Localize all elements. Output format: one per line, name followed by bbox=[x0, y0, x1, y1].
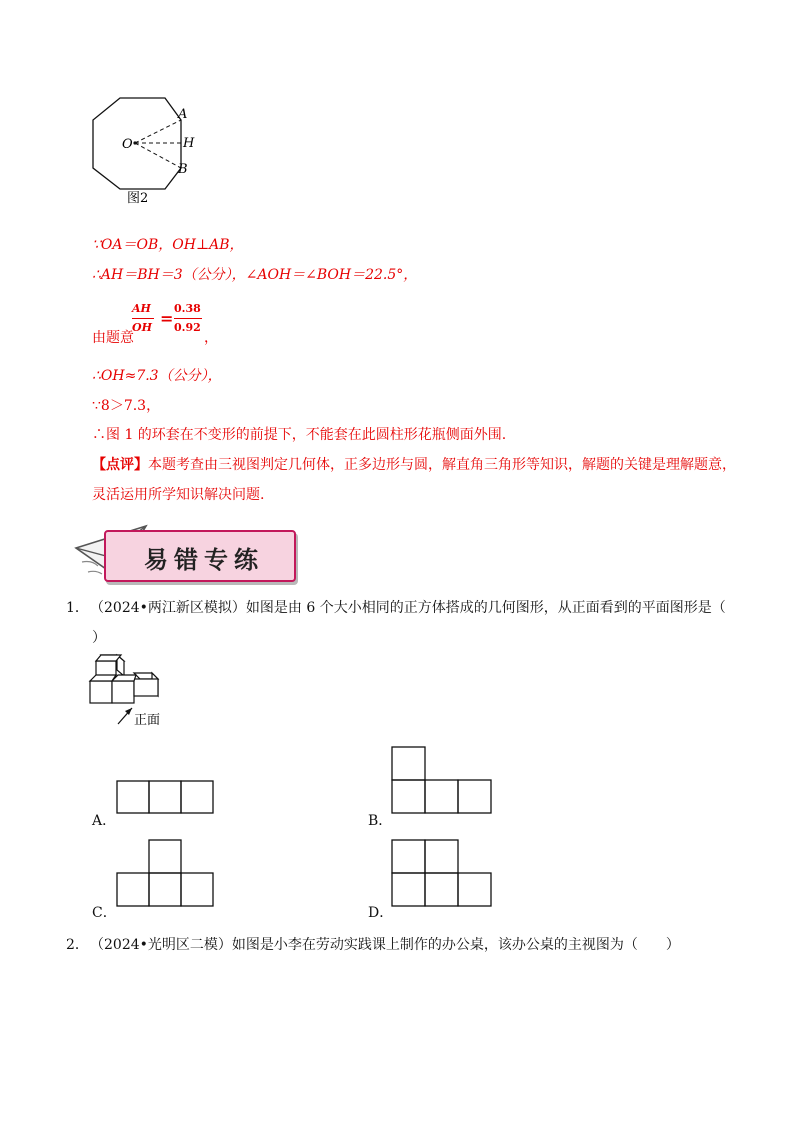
solution-line-6: ∴图 1 的环套在不变形的前提下，不能套在此圆柱形花瓶侧面外围. bbox=[92, 427, 507, 443]
label-b: B bbox=[178, 162, 188, 177]
q1-option-a-label[interactable]: A． bbox=[92, 813, 117, 829]
q1-cube-figure bbox=[88, 652, 170, 730]
q2-number: 2． bbox=[66, 937, 89, 953]
q1-option-b-figure[interactable] bbox=[391, 746, 493, 816]
section-banner bbox=[104, 530, 296, 582]
banner-title: 易错专练 bbox=[144, 546, 264, 574]
solution-line-1: ∵OA＝OB，OH⊥AB， bbox=[92, 237, 244, 253]
q1-option-a-figure[interactable] bbox=[116, 780, 216, 815]
q1-text-line-1: （2024•两江新区模拟）如图是由 6 个大小相同的正方体搭成的几何图形，从正面看到的平面图形是（ bbox=[90, 600, 726, 616]
frac2-bar bbox=[174, 318, 202, 319]
comment-tag: 【点评】 bbox=[92, 457, 148, 473]
comment-line-1 bbox=[92, 454, 736, 474]
q1-option-c-figure[interactable] bbox=[116, 839, 216, 909]
frac1-den: OH bbox=[132, 321, 152, 334]
label-h: H bbox=[183, 136, 195, 151]
solution-line-3-suffix: ， bbox=[204, 330, 218, 346]
solution-line-3-prefix: 由题意 bbox=[92, 330, 134, 346]
q1-option-d-figure[interactable] bbox=[391, 839, 493, 909]
solution-line-4: ∴OH≈7.3（公分）， bbox=[92, 368, 222, 384]
label-o: O bbox=[122, 137, 133, 152]
comment-text-1: 本题考查由三视图判定几何体，正多边形与圆，解直角三角形等知识，解题的关键是理解题意， bbox=[148, 457, 736, 473]
solution-line-2: ∴AH＝BH＝3（公分），∠AOH＝∠BOH＝22.5°， bbox=[92, 267, 418, 283]
label-a: A bbox=[178, 107, 188, 122]
frac2-den: 0.92 bbox=[174, 321, 201, 334]
q1-number: 1． bbox=[66, 600, 89, 616]
q2-text: （2024•光明区二模）如图是小李在劳动实践课上制作的办公桌，该办公桌的主视图为（ ） bbox=[90, 937, 680, 953]
q1-front-label: 正面 bbox=[134, 713, 161, 728]
frac2-num: 0.38 bbox=[174, 302, 201, 315]
frac1-num: AH bbox=[132, 302, 151, 315]
q1-option-b-label[interactable]: B． bbox=[368, 813, 393, 829]
figure2-octagon bbox=[85, 92, 205, 207]
q1-option-d-label[interactable]: D． bbox=[368, 905, 394, 921]
solution-fraction bbox=[132, 302, 252, 342]
frac1-bar bbox=[132, 318, 154, 319]
q1-option-c-label[interactable]: C． bbox=[92, 905, 117, 921]
figure2-caption: 图2 bbox=[127, 191, 149, 206]
q1-text-line-2: ） bbox=[92, 630, 106, 646]
solution-line-5: ∵8＞7.3， bbox=[92, 398, 161, 414]
frac-equals: = bbox=[160, 309, 174, 328]
comment-line-2: 灵活运用所学知识解决问题. bbox=[92, 487, 265, 503]
